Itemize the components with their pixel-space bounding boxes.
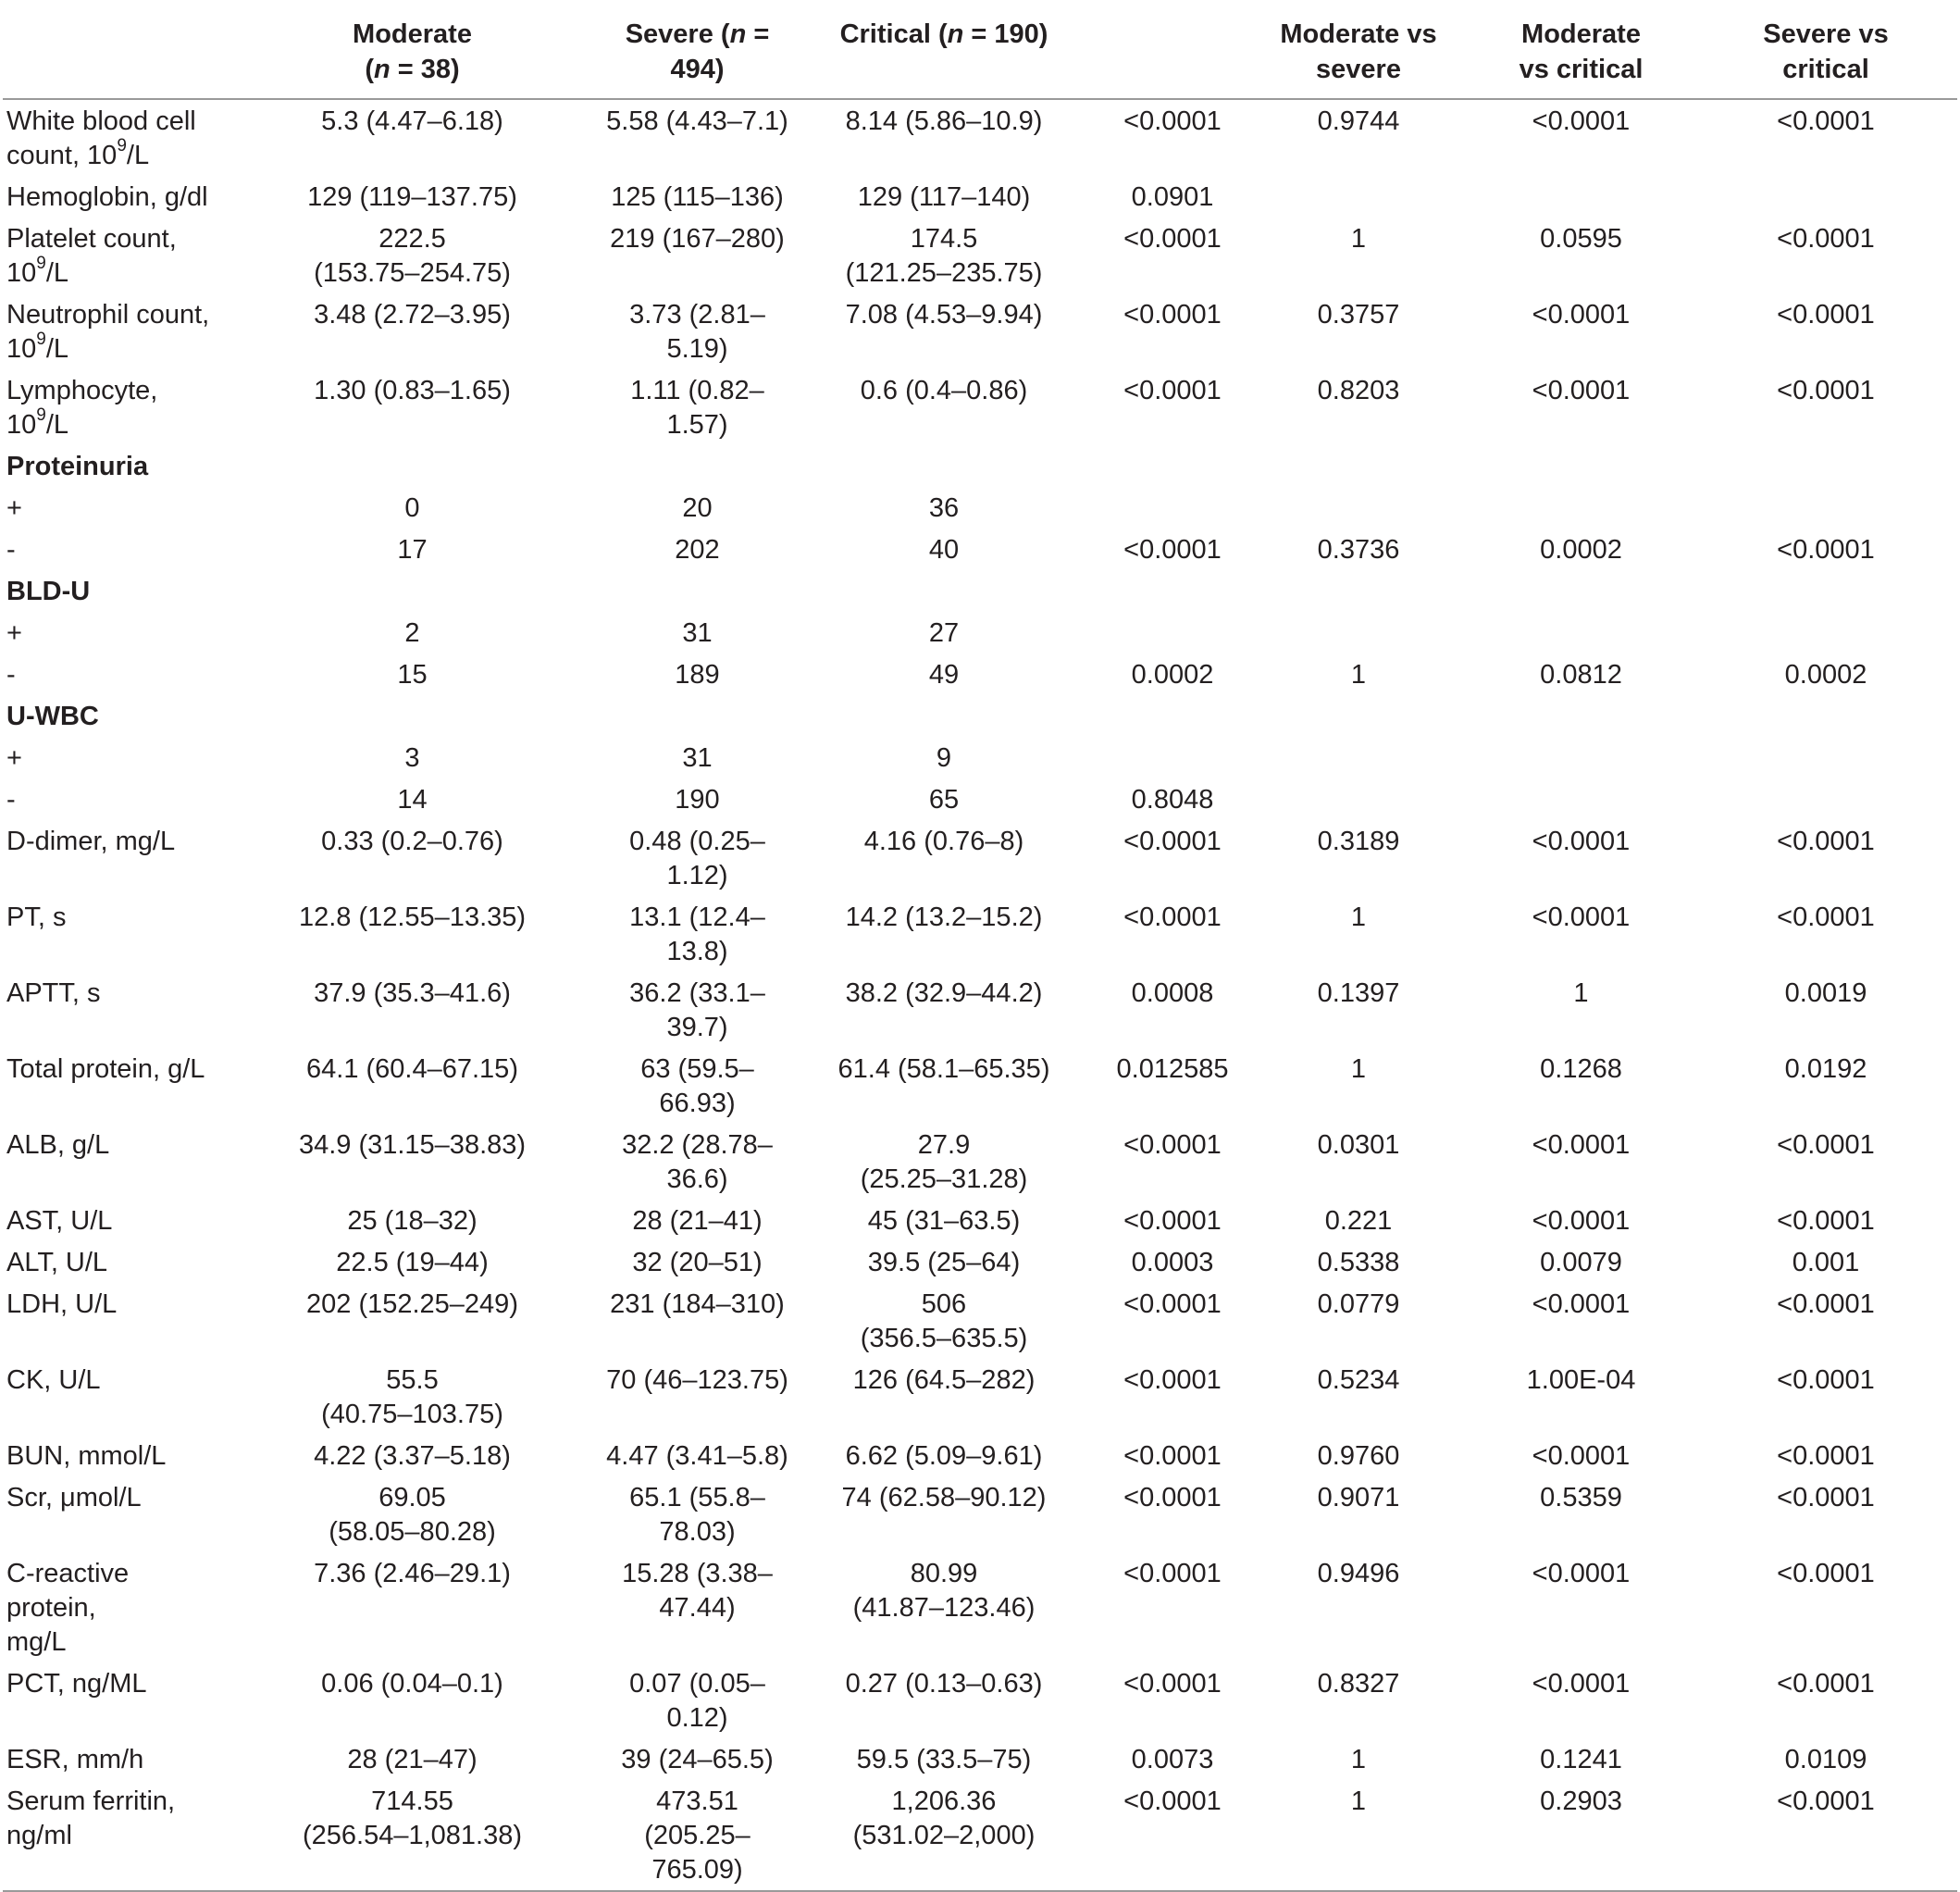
table-row [3,1662,1957,1738]
cell-critical: 6.62 (5.09–9.61) [845,1441,1043,1471]
cell-severe-vs-critical: <0.0001 [1777,1289,1875,1319]
cell-moderate: 69.05 (58.05–80.28) [329,1483,496,1547]
cell-moderate-vs-severe: 0.3189 [1317,827,1400,856]
cell-p-value: <0.0001 [1123,1365,1222,1395]
cell-severe-vs-critical: <0.0001 [1777,902,1875,932]
cell-critical: 40 [928,535,960,565]
cell-p-value: <0.0001 [1123,376,1222,405]
cell-critical: 74 (62.58–90.12) [841,1483,1047,1512]
cell-severe-vs-critical: <0.0001 [1777,1786,1875,1816]
cell-moderate-vs-severe: 0.8327 [1317,1669,1400,1699]
cell-severe-vs-critical [1694,487,1957,529]
cell-moderate: 1.30 (0.83–1.65) [314,376,511,405]
row-label: - [6,660,16,690]
cell-severe: 32 (20–51) [632,1248,763,1277]
cell-moderate-vs-critical [1468,778,1694,820]
cell-severe-vs-critical [1694,176,1957,218]
section-row [3,570,1957,612]
cell-severe: 15.28 (3.38–47.44) [622,1559,773,1623]
table-row [3,1283,1957,1359]
cell-severe-vs-critical: <0.0001 [1777,1669,1875,1699]
header-moderate: Moderate (n = 38) [353,19,472,84]
section-heading: U-WBC [6,702,99,731]
cell-p-value: <0.0001 [1123,1559,1222,1588]
section-heading: Proteinuria [6,452,149,481]
cell-severe-vs-critical [1694,778,1957,820]
table-row [3,1359,1957,1435]
row-label: CK, U/L [6,1365,101,1395]
table-row [3,293,1957,369]
cell-moderate: 222.5 (153.75–254.75) [314,224,511,288]
header-moderate-vs-severe: Moderate vs severe [1280,19,1437,84]
cell-p-value: <0.0001 [1123,300,1222,330]
row-label: Serum ferritin, ng/ml [6,1786,176,1850]
cell-p-value: <0.0001 [1123,535,1222,565]
row-label: Scr, μmol/L [6,1483,142,1512]
header-p-value [1096,0,1249,99]
table-row [3,653,1957,695]
table-row [3,1241,1957,1283]
table-row [3,972,1957,1048]
cell-critical: 4.16 (0.76–8) [863,827,1024,856]
cell-critical: 45 (31–63.5) [867,1206,1021,1236]
cell-severe: 219 (167–280) [610,224,785,254]
cell-moderate-vs-critical: 0.1268 [1540,1054,1622,1084]
cell-moderate: 22.5 (19–44) [336,1248,489,1277]
cell-moderate-vs-critical [1468,176,1694,218]
cell-moderate-vs-critical: <0.0001 [1532,1206,1631,1236]
cell-severe: 0.48 (0.25–1.12) [629,827,765,890]
cell-moderate-vs-critical: 0.0002 [1540,535,1622,565]
cell-moderate-vs-severe: 0.9496 [1317,1559,1400,1588]
table-row [3,1435,1957,1476]
cell-critical: 129 (117–140) [857,182,1031,212]
cell-moderate-vs-severe [1249,737,1468,778]
cell-moderate-vs-severe: 0.0779 [1317,1289,1400,1319]
cell-critical: 126 (64.5–282) [852,1365,1036,1395]
cell-moderate: 3.48 (2.72–3.95) [314,300,511,330]
cell-critical: 38.2 (32.9–44.2) [845,978,1043,1008]
row-label: Lymphocyte, $10^9/L$ [6,376,158,440]
cell-p-value: <0.0001 [1123,1130,1222,1160]
table-row [3,369,1957,445]
cell-moderate: 0.33 (0.2–0.76) [321,827,503,856]
cell-moderate-vs-critical: 0.5359 [1540,1483,1622,1512]
cell-severe: 125 (115–136) [611,182,784,212]
table-row [3,1200,1957,1241]
row-label: Neutrophil count, $10^9/L$ [6,300,210,364]
cell-severe: 202 [675,535,720,565]
cell-moderate-vs-critical [1468,612,1694,653]
cell-moderate: 28 (21–47) [347,1745,478,1774]
cell-moderate-vs-severe: 0.9071 [1317,1483,1400,1512]
cell-moderate-vs-critical: <0.0001 [1532,827,1631,856]
cell-moderate-vs-severe: 1 [1350,902,1367,932]
lab-results-table [3,0,1957,1892]
cell-severe: 39 (24–65.5) [621,1745,774,1774]
cell-critical: 7.08 (4.53–9.94) [845,300,1043,330]
cell-severe: 31 [682,618,713,648]
cell-critical: 49 [928,660,960,690]
cell-critical: 0.27 (0.13–0.63) [845,1669,1043,1699]
header-severe: Severe (n = 494) [625,19,770,84]
table-row [3,1124,1957,1200]
cell-p-value: 0.0073 [1131,1745,1214,1774]
cell-moderate: 64.1 (60.4–67.15) [306,1054,518,1084]
cell-moderate-vs-critical: 0.0079 [1540,1248,1622,1277]
cell-p-value: <0.0001 [1123,224,1222,254]
cell-severe-vs-critical: <0.0001 [1777,1130,1875,1160]
row-label: Hemoglobin, g/dl [6,182,208,212]
cell-p-value: <0.0001 [1123,1441,1222,1471]
cell-critical: 9 [936,743,952,773]
cell-p-value: 0.0003 [1131,1248,1214,1277]
cell-critical: 0.6 (0.4–0.86) [860,376,1028,405]
cell-severe-vs-critical: 0.001 [1792,1248,1860,1277]
cell-severe: 28 (21–41) [632,1206,763,1236]
cell-severe: 5.58 (4.43–7.1) [606,106,788,136]
table-row [3,778,1957,820]
cell-moderate-vs-severe [1249,176,1468,218]
cell-critical: 8.14 (5.86–10.9) [845,106,1043,136]
table-row [3,1048,1957,1124]
cell-moderate: 15 [397,660,428,690]
cell-p-value: <0.0001 [1123,1206,1222,1236]
cell-moderate-vs-critical: <0.0001 [1532,902,1631,932]
table-row [3,99,1957,176]
table-row [3,1476,1957,1552]
cell-severe-vs-critical [1694,737,1957,778]
table-row [3,487,1957,529]
cell-severe: 231 (184–310) [610,1289,785,1319]
cell-moderate-vs-severe: 0.3757 [1317,300,1400,330]
cell-moderate-vs-severe [1249,778,1468,820]
cell-moderate-vs-critical [1468,737,1694,778]
cell-moderate-vs-severe: 1 [1350,1054,1367,1084]
cell-p-value: 0.0002 [1131,660,1214,690]
cell-moderate-vs-critical: <0.0001 [1532,1559,1631,1588]
cell-moderate-vs-severe [1249,487,1468,529]
cell-moderate-vs-severe: 1 [1350,660,1367,690]
cell-critical: 174.5 (121.25–235.75) [845,224,1043,288]
row-label: BUN, mmol/L [6,1441,167,1471]
cell-moderate: 17 [397,535,428,565]
cell-moderate: 129 (119–137.75) [307,182,517,212]
cell-moderate: 2 [404,618,420,648]
row-label: PT, s [6,902,67,932]
cell-moderate: 7.36 (2.46–29.1) [314,1559,511,1588]
row-label: ALT, U/L [6,1248,108,1277]
table-row [3,1552,1957,1662]
cell-critical: 39.5 (25–64) [867,1248,1021,1277]
header-critical: Critical (n = 190) [839,19,1048,49]
section-heading: BLD-U [6,577,91,606]
cell-p-value: 0.0008 [1131,978,1214,1008]
cell-p-value: <0.0001 [1123,106,1222,136]
cell-moderate-vs-critical: <0.0001 [1532,1289,1631,1319]
cell-moderate-vs-severe: 0.5338 [1317,1248,1400,1277]
cell-moderate-vs-critical: <0.0001 [1532,300,1631,330]
cell-moderate-vs-severe [1249,612,1468,653]
cell-p-value: <0.0001 [1123,1483,1222,1512]
cell-severe: 4.47 (3.41–5.8) [606,1441,788,1471]
cell-severe-vs-critical: <0.0001 [1777,300,1875,330]
cell-p-value: <0.0001 [1123,827,1222,856]
cell-moderate-vs-critical: <0.0001 [1532,1669,1631,1699]
cell-severe: 65.1 (55.8–78.03) [629,1483,765,1547]
cell-moderate: 55.5 (40.75–103.75) [321,1365,503,1429]
cell-severe: 36.2 (33.1–39.7) [629,978,765,1042]
cell-p-value: <0.0001 [1123,1669,1222,1699]
row-label: + [6,743,22,773]
cell-severe: 31 [682,743,713,773]
cell-severe-vs-critical: 0.0109 [1784,1745,1867,1774]
section-row [3,695,1957,737]
table-row [3,176,1957,218]
cell-moderate: 714.55 (256.54–1,081.38) [302,1786,523,1850]
cell-p-value: 0.0901 [1131,182,1214,212]
cell-severe-vs-critical: <0.0001 [1777,1441,1875,1471]
cell-moderate: 202 (152.25–249) [306,1289,518,1319]
cell-moderate: 37.9 (35.3–41.6) [314,978,511,1008]
cell-moderate-vs-severe: 1 [1350,1786,1367,1816]
cell-moderate: 34.9 (31.15–38.83) [298,1130,527,1160]
table-row [3,612,1957,653]
cell-moderate-vs-severe: 0.5234 [1317,1365,1400,1395]
header-row [3,0,1957,99]
cell-severe: 13.1 (12.4–13.8) [629,902,765,966]
row-label: ESR, mm/h [6,1745,144,1774]
cell-p-value [1096,737,1249,778]
cell-moderate-vs-severe: 1 [1350,224,1367,254]
cell-moderate: 0.06 (0.04–0.1) [321,1669,503,1699]
cell-severe: 1.11 (0.82–1.57) [630,376,764,440]
cell-severe-vs-critical: <0.0001 [1777,1483,1875,1512]
cell-moderate-vs-severe: 0.9760 [1317,1441,1400,1471]
cell-severe-vs-critical: <0.0001 [1777,224,1875,254]
table-row [3,1780,1957,1891]
cell-severe-vs-critical: 0.0192 [1784,1054,1867,1084]
cell-severe: 70 (46–123.75) [606,1365,788,1395]
cell-moderate-vs-severe: 0.0301 [1317,1130,1400,1160]
cell-moderate-vs-critical: 0.1241 [1540,1745,1622,1774]
cell-severe: 473.51 (205.25–765.09) [644,1786,751,1885]
cell-severe: 20 [682,493,713,523]
cell-moderate-vs-severe: 0.3736 [1317,535,1400,565]
cell-severe-vs-critical: <0.0001 [1777,1559,1875,1588]
cell-p-value [1096,612,1249,653]
row-label: + [6,618,22,648]
section-row [3,445,1957,487]
cell-moderate-vs-critical: <0.0001 [1532,1130,1631,1160]
row-label: - [6,785,16,815]
cell-severe: 0.07 (0.05–0.12) [629,1669,765,1733]
row-label: D-dimer, mg/L [6,827,176,856]
cell-severe-vs-critical: <0.0001 [1777,1365,1875,1395]
table-row [3,820,1957,896]
cell-severe: 32.2 (28.78–36.6) [622,1130,773,1194]
row-label: PCT, ng/ML [6,1669,147,1699]
cell-moderate-vs-critical: 0.0595 [1540,224,1622,254]
row-label: APTT, s [6,978,101,1008]
cell-p-value: <0.0001 [1123,902,1222,932]
cell-moderate-vs-critical: 0.0812 [1540,660,1622,690]
cell-moderate: 4.22 (3.37–5.18) [314,1441,511,1471]
cell-severe-vs-critical [1694,612,1957,653]
cell-moderate-vs-severe: 0.221 [1324,1206,1393,1236]
header-label [3,0,222,99]
row-label: + [6,493,22,523]
cell-critical: 65 [928,785,960,815]
cell-severe-vs-critical: <0.0001 [1777,827,1875,856]
cell-critical: 506 (356.5–635.5) [860,1289,1028,1353]
cell-p-value: <0.0001 [1123,1786,1222,1816]
cell-critical: 61.4 (58.1–65.35) [837,1054,1050,1084]
cell-moderate-vs-critical: <0.0001 [1532,106,1631,136]
cell-moderate-vs-critical: 1.00E-04 [1526,1365,1636,1395]
row-label: White blood cell count, $10^9/L$ [6,106,196,170]
table-row [3,218,1957,293]
cell-moderate: 25 (18–32) [347,1206,478,1236]
cell-moderate-vs-critical: 0.2903 [1540,1786,1622,1816]
cell-moderate-vs-critical [1468,487,1694,529]
cell-p-value: 0.8048 [1131,785,1214,815]
cell-critical: 27 [928,618,960,648]
cell-critical: 80.99 (41.87–123.46) [852,1559,1036,1623]
cell-severe: 190 [675,785,720,815]
cell-moderate: 5.3 (4.47–6.18) [321,106,503,136]
table-row [3,529,1957,570]
cell-severe-vs-critical: <0.0001 [1777,1206,1875,1236]
row-label: C-reactive protein, mg/L [6,1559,130,1657]
row-label: Total protein, g/L [6,1054,205,1084]
cell-p-value: <0.0001 [1123,1289,1222,1319]
row-label: AST, U/L [6,1206,113,1236]
cell-moderate-vs-critical: <0.0001 [1532,376,1631,405]
cell-moderate: 0 [404,493,420,523]
row-label: ALB, g/L [6,1130,110,1160]
row-label: LDH, U/L [6,1289,118,1319]
cell-moderate-vs-critical: <0.0001 [1532,1441,1631,1471]
cell-moderate-vs-critical: 1 [1573,978,1589,1008]
cell-p-value: 0.012585 [1116,1054,1229,1084]
header-moderate-vs-critical: Moderate vs critical [1519,19,1644,84]
cell-critical: 59.5 (33.5–75) [856,1745,1032,1774]
table-row [3,896,1957,972]
cell-severe: 63 (59.5–66.93) [640,1054,754,1118]
table-row [3,1738,1957,1780]
cell-moderate: 3 [404,743,420,773]
cell-moderate-vs-severe: 0.9744 [1317,106,1400,136]
cell-severe-vs-critical: 0.0019 [1784,978,1867,1008]
cell-moderate-vs-severe: 0.8203 [1317,376,1400,405]
row-label: Platelet count, $10^9/L$ [6,224,177,288]
cell-critical: 1,206.36 (531.02–2,000) [852,1786,1036,1850]
cell-moderate: 12.8 (12.55–13.35) [298,902,527,932]
cell-moderate-vs-severe: 1 [1350,1745,1367,1774]
cell-moderate-vs-severe: 0.1397 [1317,978,1400,1008]
cell-severe-vs-critical: <0.0001 [1777,376,1875,405]
header-severe-vs-critical: Severe vs critical [1763,19,1889,84]
table-row [3,737,1957,778]
cell-critical: 14.2 (13.2–15.2) [845,902,1043,932]
row-label: - [6,535,16,565]
cell-moderate: 14 [397,785,428,815]
cell-severe: 189 [675,660,720,690]
cell-severe-vs-critical: <0.0001 [1777,535,1875,565]
cell-severe-vs-critical: <0.0001 [1777,106,1875,136]
cell-p-value [1096,487,1249,529]
cell-critical: 27.9 (25.25–31.28) [860,1130,1028,1194]
cell-severe: 3.73 (2.81–5.19) [629,300,765,364]
cell-severe-vs-critical: 0.0002 [1784,660,1867,690]
cell-critical: 36 [928,493,960,523]
